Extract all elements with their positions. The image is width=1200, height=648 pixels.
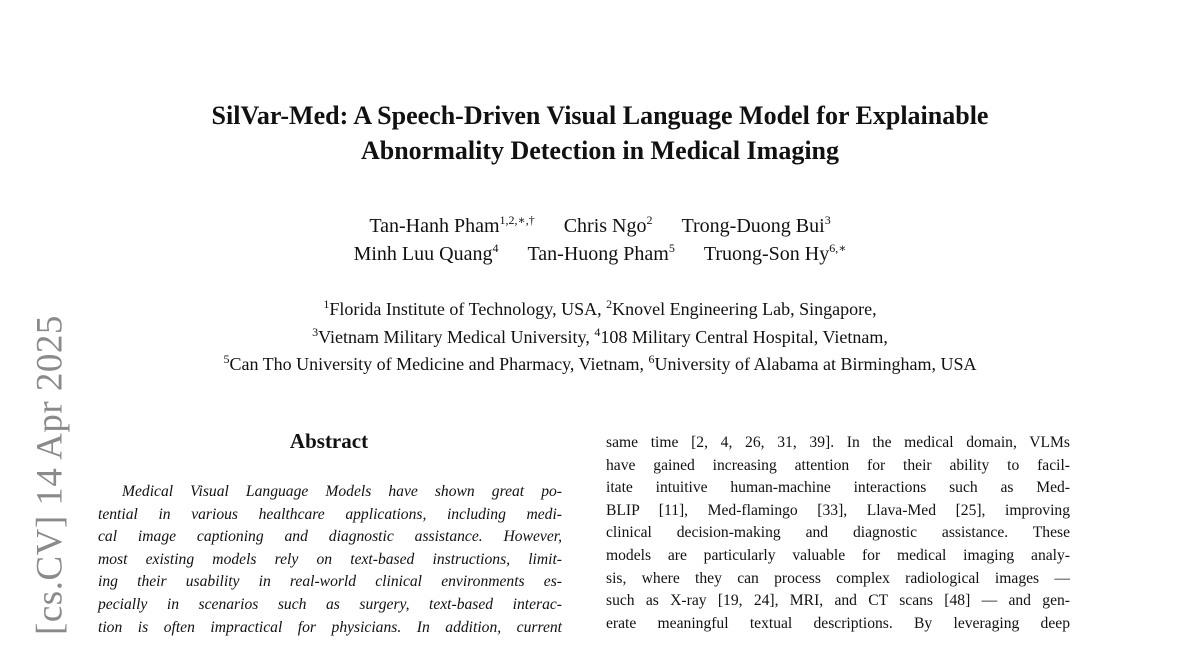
arxiv-stamp: [cs.CV] 14 Apr 2025	[29, 315, 71, 635]
body-line: sis, where they can process complex radiological images —	[606, 569, 1070, 587]
title-line-1: SilVar-Med: A Speech-Driven Visual Language Model for Explainable	[211, 101, 989, 130]
body-line: itate intuitive human-machine interactions such as Med-	[606, 479, 1070, 497]
affiliation: Can Tho University of Medicine and Pharmacy, Vietnam,	[229, 354, 649, 374]
body-line: erate meaningful textual descriptions. By leveraging deep	[606, 614, 1070, 632]
abstract-body	[98, 481, 562, 639]
abstract-line: tion is often impractical for physicians. In addition, current	[98, 618, 562, 636]
abstract-line: ing their usability in real-world clinical environments es-	[98, 573, 562, 591]
abstract-line: most existing models rely on text-based instructions, limit-	[98, 550, 562, 568]
abstract-line: tential in various healthcare applications, including medi-	[98, 505, 562, 523]
abstract-heading: Abstract	[289, 429, 369, 453]
body-line: have gained increasing attention for their ability to facil-	[606, 456, 1070, 474]
author: Tan-Hanh Pham$^{1,2,∗,\dagger}$	[369, 213, 535, 237]
affiliation: Florida Institute of Technology, USA,	[329, 299, 607, 319]
title-line-2: Abnormality Detection in Medical Imaging	[360, 136, 840, 165]
affiliation: 108 Military Central Hospital, Vietnam,	[600, 326, 888, 347]
abstract-line: pecially in scenarios such as surgery, text-based interac-	[98, 595, 562, 613]
author: Trong-Duong Bui$^3$	[681, 213, 831, 237]
abstract-line: cal image captioning and diagnostic assistance. However,	[98, 528, 562, 546]
body-line: same time [2, 4, 26, 31, 39]. In the medical domain, VLMs	[606, 434, 1070, 451]
author-row-2	[100, 240, 1100, 268]
author-row-1	[100, 212, 1100, 240]
paper-title	[100, 98, 1100, 168]
affiliation-row-1: $^1$Florida Institute of Technology, USA, $^2$Knovel Engineering Lab, Singapore,	[323, 297, 877, 319]
intro-column-text	[606, 432, 1070, 635]
body-line: such as X-ray [19, 24], MRI, and CT scans [48] — and gen-	[606, 592, 1070, 610]
author-list	[100, 212, 1100, 268]
author: Chris Ngo$^2$	[563, 213, 653, 237]
affiliation-row-2: $^3$Vietnam Military Medical University, $^4$108 Military Central Hospital, Vietnam,	[312, 324, 888, 347]
body-line: BLIP [11], Med-flamingo [33], Llava-Med [25], improving	[606, 501, 1070, 519]
affiliation: Vietnam Military Medical University,	[318, 326, 595, 347]
author: Tan-Huong Pham$^5$	[527, 241, 675, 265]
affiliation: University of Alabama at Birmingham, USA	[654, 354, 977, 374]
affiliation-row-3: $^5$Can Tho University of Medicine and Pharmacy, Vietnam, $^6$University of Alabama at Birmingham, USA	[223, 352, 977, 374]
body-line: models are particularly valuable for medical imaging analy-	[606, 546, 1070, 564]
affiliation: Knovel Engineering Lab, Singapore,	[612, 299, 877, 319]
author: Truong-Son $Hy^{6,∗}$	[703, 241, 847, 265]
author: Minh Luu Quang$^4$	[353, 241, 499, 265]
abstract-line: Medical Visual Language Models have shown great po-	[122, 483, 562, 500]
body-line: clinical decision-making and diagnostic assistance. These	[606, 524, 1070, 542]
affiliation-list	[100, 296, 1100, 379]
